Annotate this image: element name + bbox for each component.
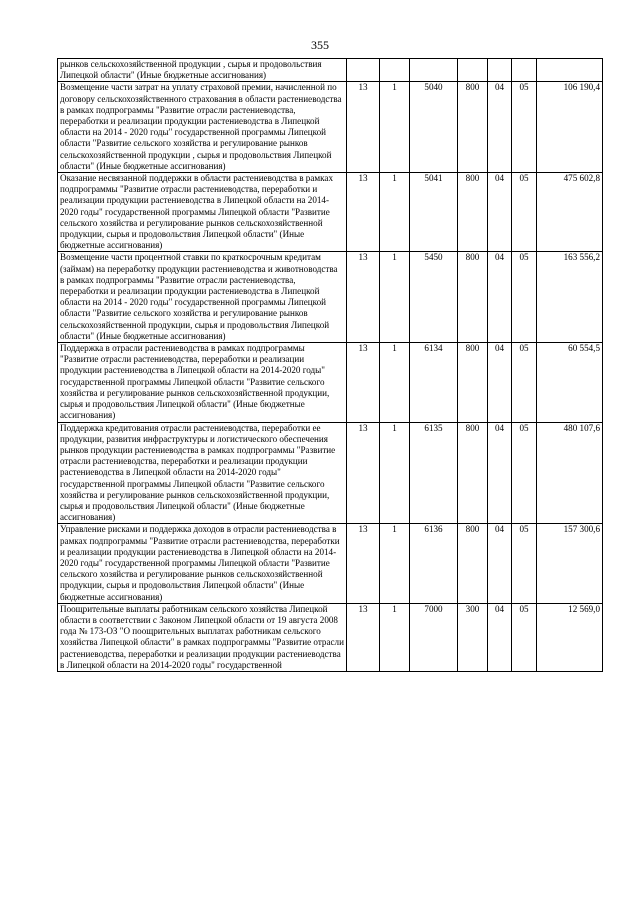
cell-amount: 480 107,6: [537, 422, 603, 524]
row-description: Возмещение части процентной ставки по краткосрочным кредитам (займам) на переработку продукции растениеводства и животноводства в рамках подпрограммы "Развитие отрасли растениеводства, переработки и реализации продукции растениеводства в Липецкой области на 2014 - 2020 годы" государственной программы Липецкой области "Развитие сельского хозяйства и регулирование рынков сельскохозяйственной продукции, сырья и продовольствия Липецкой области" (Иные бюджетные ассигнования): [58, 252, 347, 343]
cell-amount: 475 602,8: [537, 173, 603, 252]
cell-subsection: 05: [512, 343, 537, 422]
cell-program: 13: [347, 343, 380, 422]
cell-section: 04: [488, 252, 512, 343]
cell-program: 13: [347, 422, 380, 524]
cell-subprogram: 1: [380, 603, 410, 671]
cell-direction: 7000: [410, 603, 458, 671]
cell-subprogram: 1: [380, 524, 410, 603]
table-row: [58, 82, 603, 173]
cell-section: 04: [488, 343, 512, 422]
cell-expense-type: 800: [458, 524, 488, 603]
table-row: [58, 524, 603, 603]
cell-direction: 6134: [410, 343, 458, 422]
cell-section: 04: [488, 603, 512, 671]
cell-program: [347, 59, 380, 82]
cell-direction: 5450: [410, 252, 458, 343]
row-description: Оказание несвязанной поддержки в области растениеводства в рамках подпрограммы "Развитие отрасли растениеводства, переработки и реализации продукции растениеводства в Липецкой области на 2014-2020 годы" государственной программы Липецкой области "Развитие сельского хозяйства и регулирование рынков сельскохозяйственной продукции, сырья и продовольствия Липецкой области" (Иные бюджетные ассигнования): [58, 173, 347, 252]
cell-subprogram: 1: [380, 252, 410, 343]
cell-section: [488, 59, 512, 82]
row-description: Поощрительные выплаты работникам сельского хозяйства Липецкой области в соответствии с Законом Липецкой области от 19 августа 2008 года № 173-ОЗ "О поощрительных выплатах работникам сельского хозяйства Липецкой области" в рамках подпрограммы "Развитие отрасли растениеводства, переработки и реализации продукции растениеводства в Липецкой области на 2014-2020 годы" государственной: [58, 603, 347, 671]
cell-section: 04: [488, 524, 512, 603]
cell-subprogram: 1: [380, 82, 410, 173]
page-number: 355: [311, 38, 329, 52]
cell-section: 04: [488, 422, 512, 524]
cell-subprogram: [380, 59, 410, 82]
cell-direction: 5040: [410, 82, 458, 173]
cell-program: 13: [347, 524, 380, 603]
cell-amount: 12 569,0: [537, 603, 603, 671]
cell-expense-type: [458, 59, 488, 82]
cell-subsection: 05: [512, 82, 537, 173]
cell-amount: 106 190,4: [537, 82, 603, 173]
cell-subsection: 05: [512, 603, 537, 671]
cell-subsection: [512, 59, 537, 82]
cell-expense-type: 800: [458, 422, 488, 524]
cell-expense-type: 800: [458, 343, 488, 422]
table-row: [58, 603, 603, 671]
table-row: [58, 59, 603, 82]
cell-subsection: 05: [512, 422, 537, 524]
cell-direction: 6135: [410, 422, 458, 524]
cell-subprogram: 1: [380, 343, 410, 422]
cell-program: 13: [347, 173, 380, 252]
cell-expense-type: 300: [458, 603, 488, 671]
cell-expense-type: 800: [458, 173, 488, 252]
cell-expense-type: 800: [458, 82, 488, 173]
cell-amount: 60 554,5: [537, 343, 603, 422]
row-description: Возмещение части затрат на уплату страховой премии, начисленной по договору сельскохозяйственного страхования в области растениеводства в рамках подпрограммы "Развитие отрасли растениеводства, переработки и реализации продукции растениеводства в Липецкой области на 2014 - 2020 годы" государственной программы Липецкой области "Развитие сельского хозяйства и регулирование рынков сельскохозяйственной продукции , сырья и продовольствия Липецкой области" (Иные бюджетные ассигнования): [58, 82, 347, 173]
cell-subprogram: 1: [380, 422, 410, 524]
cell-amount: [537, 59, 603, 82]
cell-subprogram: 1: [380, 173, 410, 252]
cell-subsection: 05: [512, 524, 537, 603]
cell-subsection: 05: [512, 173, 537, 252]
table-row: [58, 252, 603, 343]
cell-subsection: 05: [512, 252, 537, 343]
cell-amount: 157 300,6: [537, 524, 603, 603]
budget-table: [57, 58, 603, 672]
cell-section: 04: [488, 82, 512, 173]
cell-section: 04: [488, 173, 512, 252]
row-description: Поддержка в отрасли растениеводства в рамках подпрограммы "Развитие отрасли растениеводства, переработки и реализации продукции растениеводства в Липецкой области на 2014-2020 годы" государственной программы Липецкой области "Развитие сельского хозяйства и регулирование рынков сельскохозяйственной продукции, сырья и продовольствия Липецкой области" (Иные бюджетные ассигнования): [58, 343, 347, 422]
table-row: [58, 422, 603, 524]
cell-program: 13: [347, 252, 380, 343]
table-row: [58, 173, 603, 252]
cell-direction: 5041: [410, 173, 458, 252]
row-description: Управление рисками и поддержка доходов в отрасли растениеводства в рамках подпрограммы "Развитие отрасли растениеводства, переработки и реализации продукции растениеводства в Липецкой области на 2014-2020 годы" государственной программы Липецкой области "Развитие сельского хозяйства и регулирование рынков сельскохозяйственной продукции, сырья и продовольствия Липецкой области" (Иные бюджетные ассигнования): [58, 524, 347, 603]
cell-program: 13: [347, 603, 380, 671]
cell-amount: 163 556,2: [537, 252, 603, 343]
cell-direction: 6136: [410, 524, 458, 603]
cell-program: 13: [347, 82, 380, 173]
row-description: рынков сельскохозяйственной продукции , сырья и продовольствия Липецкой области" (Иные бюджетные ассигнования): [58, 59, 347, 82]
cell-direction: [410, 59, 458, 82]
cell-expense-type: 800: [458, 252, 488, 343]
table-row: [58, 343, 603, 422]
row-description: Поддержка кредитования отрасли растениеводства, переработки ее продукции, развития инфраструктуры и логистического обеспечения рынков продукции растениеводства в рамках подпрограммы "Развитие отрасли растениеводства, переработки и реализации продукции растениеводства в Липецкой области на 2014-2020 годы" государственной программы Липецкой области "Развитие сельского хозяйства и регулирование рынков сельскохозяйственной продукции, сырья и продовольствия Липецкой области" (Иные бюджетные ассигнования): [58, 422, 347, 524]
